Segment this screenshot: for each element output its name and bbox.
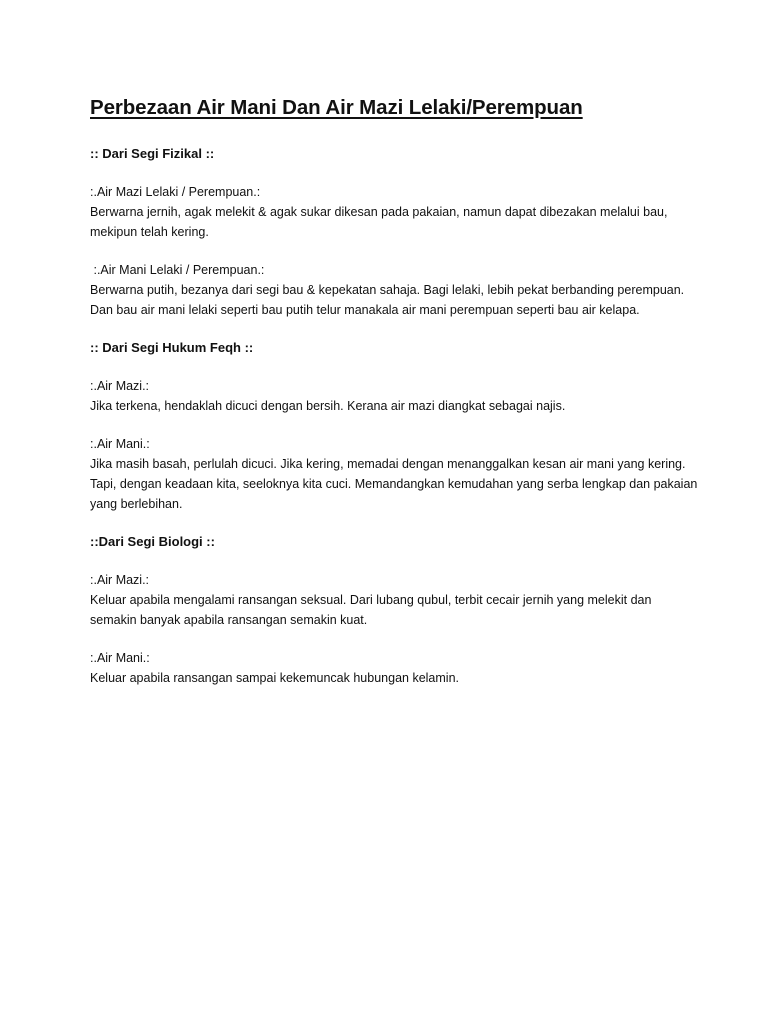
document-title: Perbezaan Air Mani Dan Air Mazi Lelaki/Perempuan — [90, 96, 583, 119]
block-text: Berwarna putih, bezanya dari segi bau & kepekatan sahaja. Bagi lelaki, lebih pekat berbanding perempuan. Dan bau air mani lelaki seperti bau putih telur manakala air mani perempuan seperti bau air kelapa. — [90, 283, 685, 317]
section-heading: ::Dari Segi Biologi :: — [90, 534, 215, 549]
section-heading: :: Dari Segi Fizikal :: — [90, 146, 215, 161]
section-heading: :: Dari Segi Hukum Feqh :: — [90, 340, 254, 355]
content-block — [90, 182, 698, 242]
content-block — [90, 376, 698, 416]
content-block — [90, 434, 698, 514]
block-text: Keluar apabila mengalami ransangan seksual. Dari lubang qubul, terbit cecair jernih yang melekit dan semakin banyak apabila ransangan semakin kuat. — [90, 593, 652, 627]
block-label: :.Air Mani.: — [90, 437, 150, 451]
content-block — [90, 648, 698, 688]
block-label: :.Air Mazi Lelaki / Perempuan.: — [90, 185, 261, 199]
section-fizikal — [90, 144, 698, 320]
block-label: :.Air Mani.: — [90, 651, 150, 665]
block-text: Keluar apabila ransangan sampai kekemuncak hubungan kelamin. — [90, 671, 459, 685]
block-text: Jika terkena, hendaklah dicuci dengan bersih. Kerana air mazi diangkat sebagai najis. — [90, 399, 566, 413]
block-text: Berwarna jernih, agak melekit & agak sukar dikesan pada pakaian, namun dapat dibezakan melalui bau, mekipun telah kering. — [90, 205, 668, 239]
block-text: Jika masih basah, perlulah dicuci. Jika kering, memadai dengan menanggalkan kesan air mani yang kering. Tapi, dengan keadaan kita, seeloknya kita cuci. Memandangkan kemudahan yang serba lengkap dan pakaian yang berlebihan. — [90, 457, 698, 511]
section-hukum-feqh — [90, 338, 698, 514]
content-block — [90, 570, 698, 630]
block-label: :.Air Mani Lelaki / Perempuan.: — [90, 263, 265, 277]
section-biologi — [90, 532, 698, 688]
block-label: :.Air Mazi.: — [90, 379, 150, 393]
block-label: :.Air Mazi.: — [90, 573, 150, 587]
content-block — [90, 260, 698, 320]
